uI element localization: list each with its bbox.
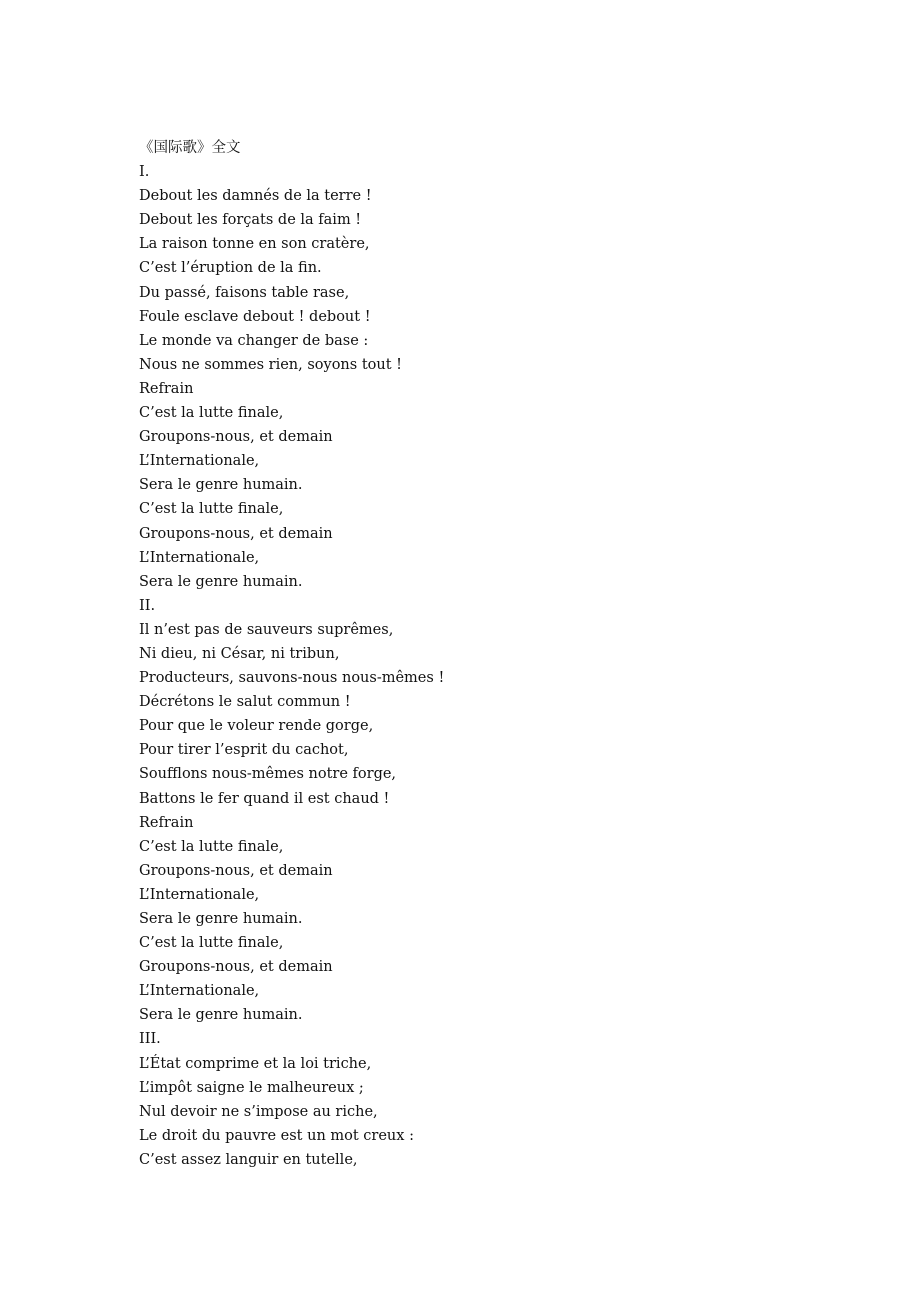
lyric-line: Debout les damnés de la terre !: [139, 188, 372, 205]
lyric-line: L’Internationale,: [139, 453, 260, 470]
lyric-line: Sera le genre humain.: [139, 911, 303, 927]
lyric-line: Sera le genre humain.: [139, 1007, 303, 1024]
lyric-line: Ni dieu, ni César, ni tribun,: [139, 645, 340, 662]
lyric-line: La raison tonne en son cratère,: [139, 236, 370, 253]
lyric-line: C’est l’éruption de la fin.: [139, 260, 322, 277]
lyric-line: C’est la lutte finale,: [139, 838, 284, 855]
lyric-line: L’État comprime et la loi triche,: [139, 1055, 372, 1072]
lyric-line: C’est la lutte finale,: [139, 405, 284, 422]
lyric-line: Sera le genre humain.: [139, 573, 303, 590]
lyric-line: C’est la lutte finale,: [139, 935, 284, 952]
lyric-line: Groupons-nous, et demain: [139, 429, 333, 446]
lyric-line: C’est assez languir en tutelle,: [139, 1151, 358, 1168]
stanza-number: III.: [139, 1031, 161, 1048]
lyric-line: Battons le fer quand il est chaud !: [139, 790, 390, 807]
lyric-line: L’Internationale,: [139, 549, 260, 566]
lyric-line: Nous ne sommes rien, soyons tout !: [139, 356, 402, 373]
lyric-line: L’impôt saigne le malheureux ;: [139, 1079, 364, 1096]
document-title: 《国际歌》全文: [139, 140, 241, 156]
lyric-line: Soufflons nous-mêmes notre forge,: [139, 766, 397, 783]
lyric-line: Du passé, faisons table rase,: [139, 284, 350, 301]
lyric-line: Le monde va changer de base :: [139, 332, 369, 349]
lyric-line: Pour que le voleur rende gorge,: [139, 718, 374, 735]
lyric-line: Groupons-nous, et demain: [139, 862, 333, 879]
lyric-line: Producteurs, sauvons-nous nous-mêmes !: [139, 670, 445, 687]
stanza-number: II.: [139, 597, 156, 614]
lyric-line: Sera le genre humain.: [139, 477, 303, 494]
lyric-line: Le droit du pauvre est un mot creux :: [139, 1127, 414, 1144]
lyric-line: Debout les forçats de la faim !: [139, 212, 362, 229]
lyric-line: Foule esclave debout ! debout !: [139, 308, 371, 325]
lyric-line: Pour tirer l’esprit du cachot,: [139, 742, 349, 759]
lyric-line: Nul devoir ne s’impose au riche,: [139, 1103, 378, 1120]
refrain-heading: Refrain: [139, 380, 194, 397]
refrain-heading: Refrain: [139, 814, 194, 831]
lyric-line: Décrétons le salut commun !: [139, 694, 351, 711]
lyric-line: L’Internationale,: [139, 886, 260, 903]
stanza-number: I.: [139, 164, 150, 181]
lyric-line: Groupons-nous, et demain: [139, 525, 333, 542]
lyric-line: C’est la lutte finale,: [139, 501, 284, 518]
lyric-line: Groupons-nous, et demain: [139, 959, 333, 976]
lyric-line: L’Internationale,: [139, 983, 260, 1000]
lyric-line: Il n’est pas de sauveurs suprêmes,: [139, 621, 394, 638]
lyrics-text-block: [139, 136, 839, 1172]
